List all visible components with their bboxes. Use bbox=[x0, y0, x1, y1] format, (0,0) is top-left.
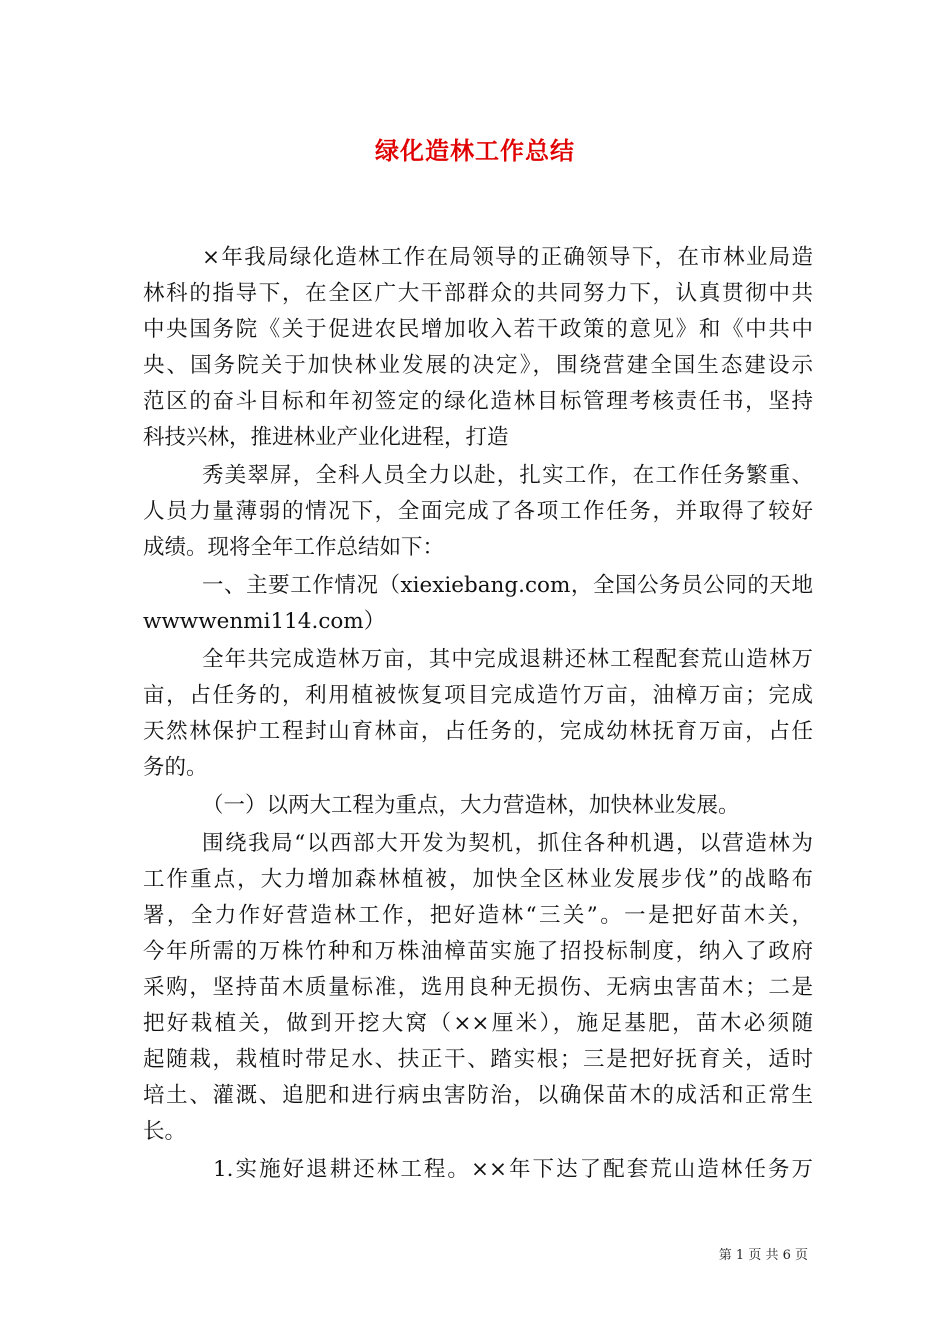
paragraph-line: 成绩。现将全年工作总结如下： bbox=[143, 535, 445, 560]
paragraph-line: 全年共完成造林万亩，其中完成退耕还林工程配套荒山造林万 bbox=[202, 647, 813, 672]
section-heading-line: 一、主要工作情况（xiexiebang.com，全国公务员公同的天地 bbox=[202, 573, 813, 598]
paragraph-line: 今年所需的万株竹种和万株油樟苗实施了招投标制度，纳入了政府 bbox=[143, 939, 813, 964]
paragraph-line: 起随栽，栽植时带足水、扶正干、踏实根；三是把好抚育关，适时 bbox=[143, 1047, 813, 1072]
paragraph-line: 署，全力作好营造林工作，把好造林“三关”。一是把好苗木关， bbox=[143, 903, 813, 928]
paragraph-line: 范区的奋斗目标和年初签定的绿化造林目标管理考核责任书，坚持 bbox=[143, 389, 813, 414]
paragraph-line: 中央国务院《关于促进农民增加收入若干政策的意见》和《中共中 bbox=[143, 317, 813, 342]
subsection-heading-line: （一）以两大工程为重点，大力营造林，加快林业发展。 bbox=[202, 793, 740, 818]
paragraph-line: 务的。 bbox=[143, 755, 208, 780]
paragraph-line: ×年我局绿化造林工作在局领导的正确领导下，在市林业局造 bbox=[202, 245, 813, 270]
paragraph-line: 长。 bbox=[143, 1119, 187, 1144]
paragraph-line: wwwwenmi114.com） bbox=[143, 609, 386, 634]
numbered-item-line: 1.实施好退耕还林工程。××年下达了配套荒山造林任务万 bbox=[213, 1157, 813, 1182]
paragraph-line: 亩，占任务的，利用植被恢复项目完成造竹万亩，油樟万亩；完成 bbox=[143, 683, 813, 708]
paragraph-line: 科技兴林，推进林业产业化进程，打造 bbox=[143, 425, 509, 450]
paragraph-line: 工作重点，大力增加森林植被，加快全区林业发展步伐”的战略布 bbox=[143, 867, 813, 892]
paragraph-line: 人员力量薄弱的情况下，全面完成了各项工作任务，并取得了较好 bbox=[143, 499, 813, 524]
paragraph-line: 把好栽植关，做到开挖大窝（××厘米），施足基肥，苗木必须随 bbox=[143, 1011, 813, 1036]
paragraph-line: 天然林保护工程封山育林亩，占任务的，完成幼林抚育万亩，占任 bbox=[143, 719, 813, 744]
paragraph-line: 林科的指导下，在全区广大干部群众的共同努力下，认真贯彻中共 bbox=[143, 281, 813, 306]
page-number: 第 1 页 共 6 页 bbox=[718, 1248, 808, 1263]
paragraph-line: 秀美翠屏，全科人员全力以赴，扎实工作，在工作任务繁重、 bbox=[202, 463, 813, 488]
paragraph-line: 采购，坚持苗木质量标准，选用良种无损伤、无病虫害苗木；二是 bbox=[143, 975, 813, 1000]
paragraph-line: 培土、灌溉、追肥和进行病虫害防治，以确保苗木的成活和正常生 bbox=[143, 1083, 813, 1108]
page-title: 绿化造林工作总结 bbox=[375, 136, 575, 165]
paragraph-line: 央、国务院关于加快林业发展的决定》，围绕营建全国生态建设示 bbox=[143, 353, 813, 378]
paragraph-line: 围绕我局“以西部大开发为契机，抓住各种机遇，以营造林为 bbox=[202, 831, 813, 856]
